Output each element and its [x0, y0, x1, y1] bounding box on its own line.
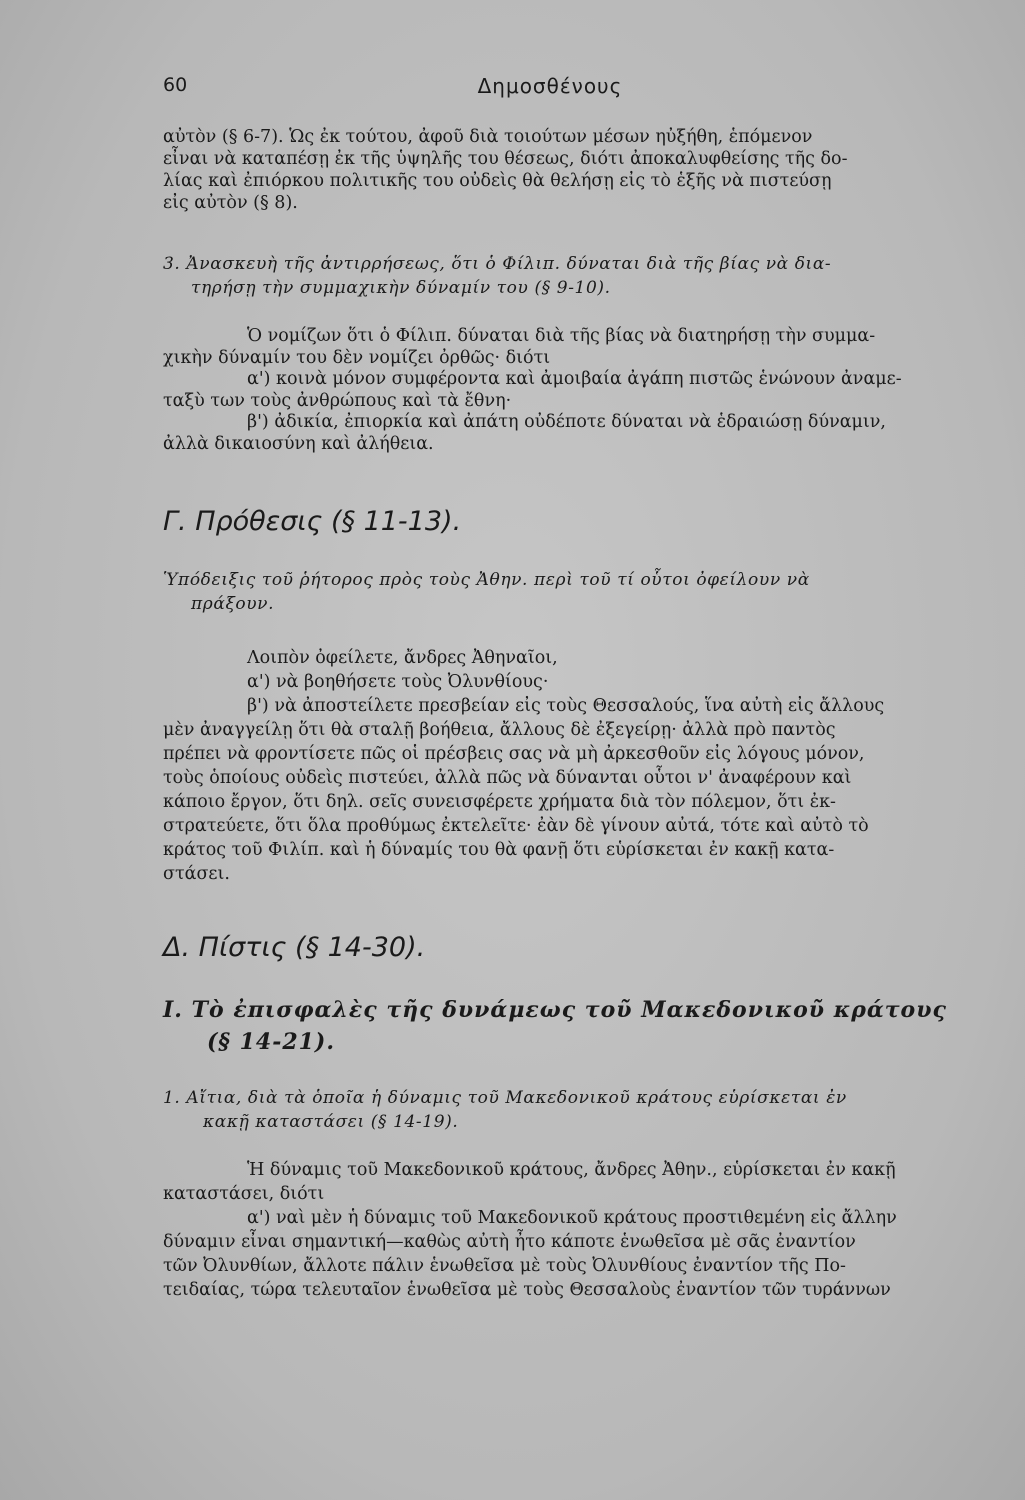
text-line: εἶναι νὰ καταπέσῃ ἐκ τῆς ὑψηλῆς του θέσεως, διότι ἀποκαλυφθείσης τῆς δο- [163, 149, 848, 169]
text-line: στρατεύετε, ὅτι ὅλα προθύμως ἐκτελεῖτε· ἐὰν δὲ γίνουν αὐτά, τότε καὶ αὐτὸ τὸ [163, 816, 869, 836]
text-line: β') νὰ ἀποστείλετε πρεσβείαν εἰς τοὺς Θεσσαλούς, ἵνα αὐτὴ εἰς ἄλλους [247, 696, 885, 716]
running-header: Δημοσθένους [477, 74, 623, 98]
text-line: μὲν ἀναγγείλῃ ὅτι θὰ σταλῇ βοήθεια, ἄλλους δὲ ἐξεγείρῃ· ἀλλὰ πρὸ παντὸς [163, 720, 836, 740]
subsection-i-heading [163, 994, 981, 1058]
text-line: λίας καὶ ἐπιόρκου πολιτικῆς του οὐδεὶς θὰ θελήσῃ εἰς τὸ ἑξῆς νὰ πιστεύσῃ [163, 171, 832, 191]
text-line: αὐτὸν (§ 6-7). Ὡς ἐκ τούτου, ἀφοῦ διὰ τοιούτων μέσων ηὐξήθη, ἑπόμενον [163, 127, 813, 147]
section-g-title: Γ. Πρόθεσις (§ 11-13). [163, 506, 462, 537]
section-d-body [163, 1158, 981, 1302]
heading-line: (§ 14-21). [207, 1029, 336, 1055]
point-1-heading [163, 1086, 981, 1134]
page-number: 60 [163, 74, 188, 96]
text-line: χικὴν δύναμίν του δὲν νομίζει ὀρθῶς· διότι [163, 347, 551, 368]
text-line: ταξὺ των τοὺς ἀνθρώπους καὶ τὰ ἔθνη· [163, 390, 512, 411]
heading-line: 3. Ἀνασκευὴ τῆς ἀντιρρήσεως, ὅτι ὁ Φίλιπ. δύναται διὰ τῆς βίας νὰ δια- [163, 254, 832, 274]
text-line: καταστάσει, διότι [163, 1184, 325, 1204]
heading-line: κακῇ καταστάσει (§ 14-19). [203, 1112, 459, 1132]
heading-line: τηρήσῃ τὴν συμμαχικὴν δύναμίν του (§ 9-10). [191, 278, 611, 298]
text-line: Ὁ νομίζων ὅτι ὁ Φίλιπ. δύναται διὰ τῆς βίας νὰ διατηρήσῃ τὴν συμμα- [247, 326, 876, 346]
heading-line: I. Τὸ ἐπισφαλὲς τῆς δυνάμεως τοῦ Μακεδονικοῦ κράτους [163, 997, 947, 1023]
heading-line: Ὑπόδειξις τοῦ ῥήτορος πρὸς τοὺς Ἀθην. περὶ τοῦ τί οὗτοι ὀφείλουν νὰ [163, 570, 810, 590]
section-g-body [163, 646, 981, 886]
text-line: πρέπει νὰ φροντίσετε πῶς οἱ πρέσβεις σας νὰ μὴ ἀρκεσθοῦν εἰς λόγους μόνον, [163, 744, 865, 764]
intro-paragraph [163, 126, 981, 214]
text-line: α') νὰ βοηθήσετε τοὺς Ὀλυνθίους· [247, 672, 549, 692]
text-line: δύναμιν εἶναι σημαντική—καθὼς αὐτὴ ἦτο κάποτε ἑνωθεῖσα μὲ σᾶς ἐναντίον [163, 1232, 856, 1252]
text-line: κάποιο ἔργον, ὅτι δηλ. σεῖς συνεισφέρετε χρήματα διὰ τὸν πόλεμον, ὅτι ἐκ- [163, 792, 836, 812]
text-line: τειδαίας, τώρα τελευταῖον ἑνωθεῖσα μὲ τοὺς Θεσσαλοὺς ἐναντίον τῶν τυράννων [163, 1280, 891, 1300]
text-line: Λοιπὸν ὀφείλετε, ἄνδρες Ἀθηναῖοι, [247, 648, 558, 668]
text-line: τῶν Ὀλυνθίων, ἄλλοτε πάλιν ἑνωθεῖσα μὲ τοὺς Ὀλυνθίους ἐναντίον τῆς Πο- [163, 1256, 846, 1276]
section-3-body [163, 326, 981, 455]
heading-line: 1. Αἴτια, διὰ τὰ ὁποῖα ἡ δύναμις τοῦ Μακεδονικοῦ κράτους εὑρίσκεται ἐν [163, 1088, 847, 1108]
text-line: τοὺς ὁποίους οὐδεὶς πιστεύει, ἀλλὰ πῶς νὰ δύνανται οὗτοι ν' ἀναφέρουν καὶ [163, 768, 852, 788]
text-line: α') κοινὰ μόνον συμφέροντα καὶ ἀμοιβαία ἀγάπη πιστῶς ἑνώνουν ἀναμε- [247, 369, 902, 389]
section-d-title: Δ. Πίστις (§ 14-30). [163, 932, 426, 963]
section-g-subheading [163, 568, 981, 616]
text-line: β') ἀδικία, ἐπιορκία καὶ ἀπάτη οὐδέποτε δύναται νὰ ἑδραιώσῃ δύναμιν, [247, 412, 886, 432]
text-line: α') ναὶ μὲν ἡ δύναμις τοῦ Μακεδονικοῦ κράτους προστιθεμένη εἰς ἄλλην [247, 1208, 897, 1228]
text-line: στάσει. [163, 864, 230, 884]
text-line: εἰς αὐτὸν (§ 8). [163, 193, 298, 213]
text-line: Ἡ δύναμις τοῦ Μακεδονικοῦ κράτους, ἄνδρες Ἀθην., εὑρίσκεται ἐν κακῇ [247, 1160, 896, 1180]
text-line: κράτος τοῦ Φιλίπ. καὶ ἡ δύναμίς του θὰ φανῇ ὅτι εὑρίσκεται ἐν κακῇ κατα- [163, 840, 835, 860]
heading-line: πράξουν. [191, 594, 275, 614]
text-line: ἀλλὰ δικαιοσύνη καὶ ἀλήθεια. [163, 433, 434, 454]
section-3-heading [163, 252, 981, 300]
